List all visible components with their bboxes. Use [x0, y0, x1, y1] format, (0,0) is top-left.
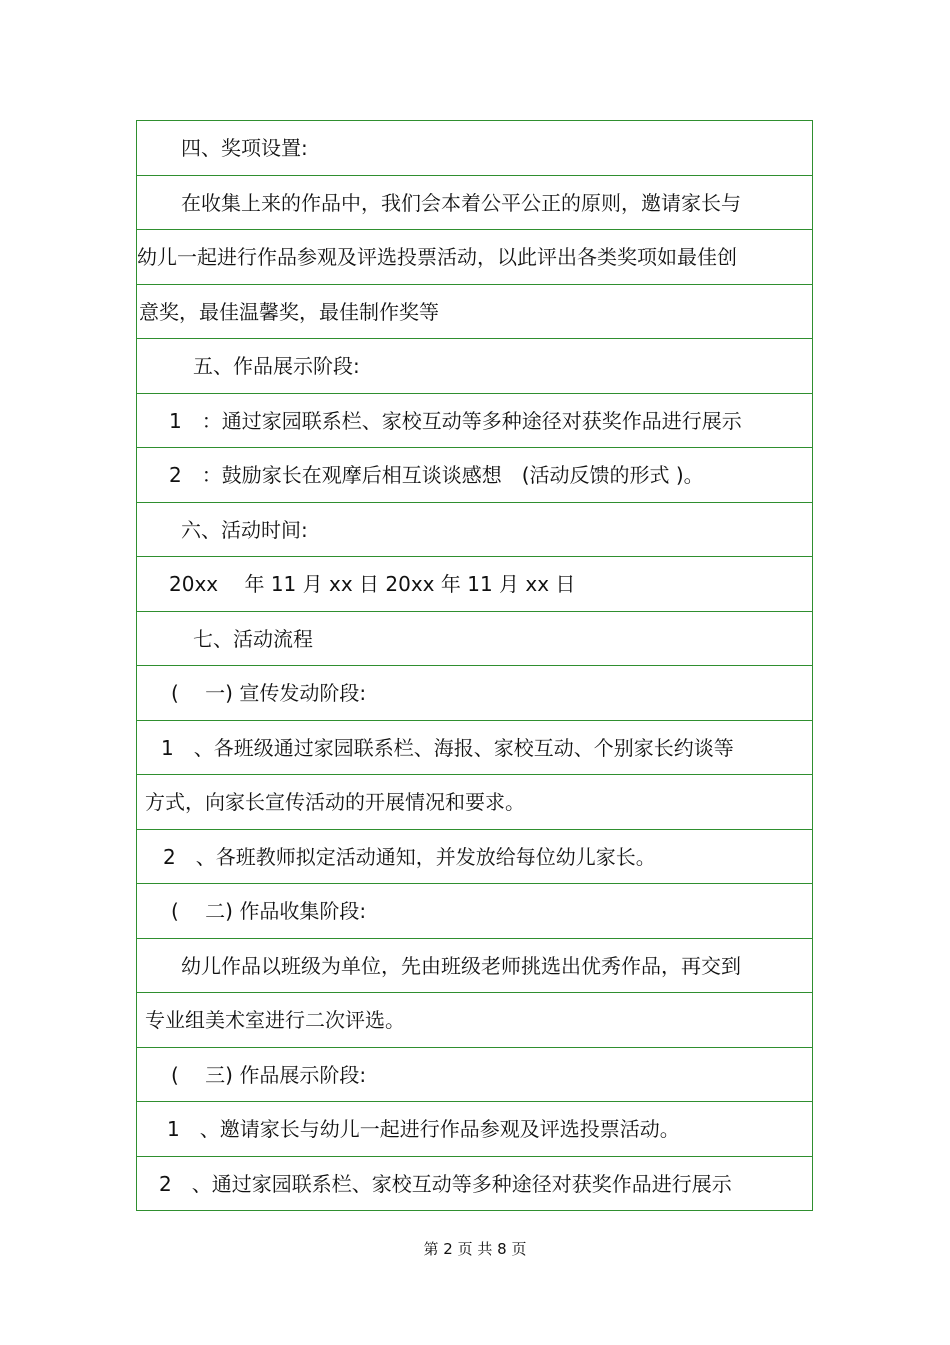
paragraph-line: 意奖，最佳温馨奖，最佳制作奖等: [139, 299, 439, 324]
subsection-heading: ( 一) 宣传发动阶段:: [171, 681, 367, 705]
section-heading-time: 六、活动时间:: [181, 517, 308, 542]
table-row: [137, 666, 812, 721]
paragraph-line: 幼儿作品以班级为单位，先由班级老师挑选出优秀作品，再交到: [181, 953, 741, 978]
paragraph-line: 方式，向家长宣传活动的开展情况和要求。: [145, 790, 525, 814]
section-heading-exhibition: 五、作品展示阶段:: [193, 354, 360, 378]
table-row: [137, 121, 812, 176]
list-item: 1 、各班级通过家园联系栏、海报、家校互动、个别家长约谈等: [161, 735, 734, 760]
table-row: [137, 612, 812, 667]
table-row: [137, 775, 812, 830]
table-row: [137, 503, 812, 558]
paragraph-line: 幼儿一起进行作品参观及评选投票活动，以此评出各类奖项如最佳创: [137, 245, 737, 269]
table-row: [137, 285, 812, 340]
table-row: [137, 230, 812, 285]
table-row: [137, 448, 812, 503]
table-row: [137, 721, 812, 776]
table-row: [137, 176, 812, 231]
document-table: [136, 120, 813, 1211]
list-item: 1 、邀请家长与幼儿一起进行作品参观及评选投票活动。: [167, 1117, 680, 1141]
list-item: 2 、各班教师拟定活动通知，并发放给每位幼儿家长。: [163, 844, 656, 869]
list-item: 2 ：鼓励家长在观摩后相互谈谈感想 (活动反馈的形式 )。: [169, 463, 704, 487]
table-row: [137, 339, 812, 394]
table-row: [137, 1102, 812, 1157]
subsection-heading: ( 三) 作品展示阶段:: [171, 1062, 367, 1087]
list-item: 2 、通过家园联系栏、家校互动等多种途径对获奖作品进行展示: [159, 1171, 732, 1196]
paragraph-line: 在收集上来的作品中，我们会本着公平公正的原则，邀请家长与: [181, 190, 741, 215]
activity-date-range: 20xx 年 11 月 xx 日 20xx 年 11 月 xx 日: [169, 572, 576, 596]
table-row: [137, 557, 812, 612]
section-heading-awards: 四、奖项设置:: [181, 136, 308, 160]
list-item: 1 ：通过家园联系栏、家校互动等多种途径对获奖作品进行展示: [169, 408, 742, 433]
table-row: [137, 1048, 812, 1103]
subsection-heading: ( 二) 作品收集阶段:: [171, 899, 367, 923]
table-row: [137, 830, 812, 885]
table-row: [137, 394, 812, 449]
table-row: [137, 1157, 812, 1212]
table-row: [137, 993, 812, 1048]
table-row: [137, 884, 812, 939]
section-heading-process: 七、活动流程: [193, 626, 313, 651]
table-row: [137, 939, 812, 994]
paragraph-line: 专业组美术室进行二次评选。: [145, 1008, 405, 1032]
page-number-footer: 第 2 页 共 8 页: [423, 1240, 527, 1258]
